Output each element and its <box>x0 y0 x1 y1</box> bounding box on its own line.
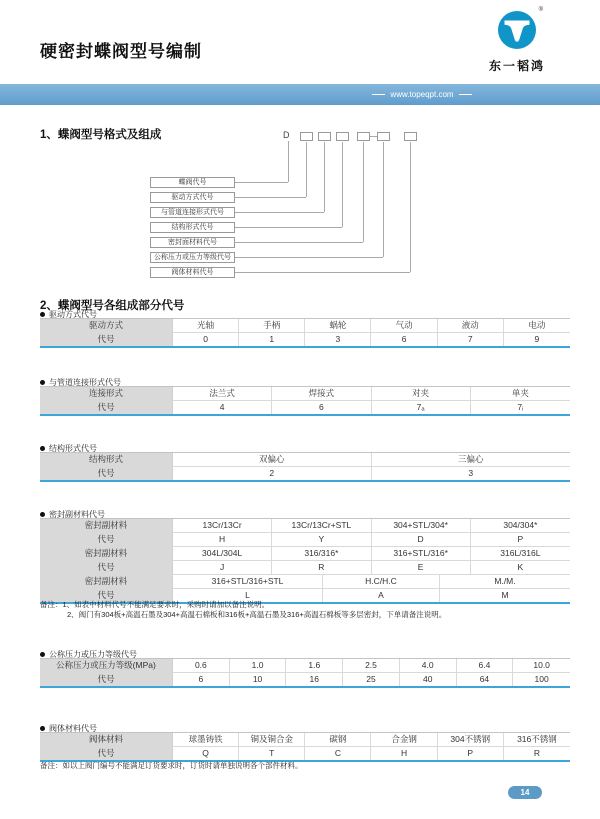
seal-code-table <box>40 518 570 604</box>
value-cell: L <box>173 589 323 602</box>
value-cell: P <box>471 533 570 546</box>
value-cell: 304不锈钢 <box>438 733 504 746</box>
connector-line <box>235 272 410 273</box>
bullet-icon <box>40 512 45 517</box>
bullet-icon <box>40 446 45 451</box>
diagram-label: 结构形式代号 <box>150 222 235 233</box>
value-cell: 液动 <box>438 319 504 332</box>
value-cell: 气动 <box>371 319 437 332</box>
table-label-text: 公称压力或压力等级代号 <box>49 650 137 659</box>
row-header-cell: 驱动方式 <box>40 319 173 332</box>
website-group <box>372 84 472 105</box>
value-cell: 64 <box>457 673 514 686</box>
row-header-cell: 密封副材料 <box>40 575 173 588</box>
table-row <box>40 547 570 561</box>
value-cell: 球墨铸铁 <box>173 733 239 746</box>
note-line: 2、阀门有304板+高温石墨及304+高温石棉板和316板+高温石墨及316+高温石棉板等多层密封，下单请备注说明。 <box>67 610 447 619</box>
row-header-cell: 连接形式 <box>40 387 173 400</box>
value-cell: 13Cr/13Cr <box>173 519 272 532</box>
structure-code-table <box>40 452 570 482</box>
value-cell: H <box>173 533 272 546</box>
value-cell: 316+STL/316+STL <box>173 575 323 588</box>
table-row <box>40 401 570 414</box>
row-header-cell: 代号 <box>40 673 173 686</box>
value-cell: 7ₐ <box>372 401 471 414</box>
diagram-label: 公称压力或压力等级代号 <box>150 252 235 263</box>
table-row <box>40 467 570 480</box>
value-cell: 0 <box>173 333 239 346</box>
connector-line <box>306 142 307 197</box>
table-row <box>40 453 570 467</box>
value-cell: 0.6 <box>173 659 230 672</box>
table-label-text: 阀体材料代号 <box>49 724 97 733</box>
value-cell: 2.5 <box>343 659 400 672</box>
value-cell: C <box>305 747 371 760</box>
value-cell: P <box>438 747 504 760</box>
value-cell: 双偏心 <box>173 453 372 466</box>
value-cell: 304L/304L <box>173 547 272 560</box>
value-cell: 1.0 <box>230 659 287 672</box>
value-cell: H.C/H.C <box>323 575 440 588</box>
field-join-line <box>370 136 377 137</box>
value-cell: 9 <box>504 333 570 346</box>
bullet-icon <box>40 652 45 657</box>
diagram-label: 驱动方式代号 <box>150 192 235 203</box>
value-cell: Q <box>173 747 239 760</box>
connector-line <box>410 142 411 272</box>
value-cell: 6 <box>371 333 437 346</box>
connection-code-table <box>40 386 570 416</box>
model-prefix: D <box>283 130 290 140</box>
diagram-label: 蝶阀代号 <box>150 177 235 188</box>
value-cell: 3 <box>372 467 571 480</box>
table-row <box>40 519 570 533</box>
table-row <box>40 659 570 673</box>
value-cell: 光轴 <box>173 319 239 332</box>
model-field-box <box>357 132 370 141</box>
value-cell: 单夹 <box>471 387 570 400</box>
value-cell: 2 <box>173 467 372 480</box>
value-cell: Y <box>272 533 371 546</box>
section2-heading: 2、蝶阀型号各组成部分代号 <box>40 300 185 312</box>
table-row <box>40 673 570 686</box>
value-cell: 法兰式 <box>173 387 272 400</box>
value-cell: M./M. <box>440 575 570 588</box>
body-table-note <box>40 761 303 771</box>
value-cell: 316+STL/316* <box>372 547 471 560</box>
table-row <box>40 533 570 547</box>
registered-mark: ® <box>538 7 543 13</box>
note-line: 备注：如以上阀门编号不能满足订货要求时，订货时请单独说明各个部件材料。 <box>40 761 303 770</box>
value-cell: 304+STL/304* <box>372 519 471 532</box>
value-cell: 1.6 <box>286 659 343 672</box>
row-header-cell: 代号 <box>40 589 173 602</box>
row-header-cell: 代号 <box>40 467 173 480</box>
value-cell: R <box>504 747 570 760</box>
connector-line <box>383 142 384 257</box>
brand-logo <box>487 7 547 74</box>
model-field-box <box>404 132 417 141</box>
connector-line <box>324 142 325 212</box>
connector-line <box>235 182 288 183</box>
connector-line <box>235 212 324 213</box>
value-cell: E <box>372 561 471 574</box>
value-cell: 10 <box>230 673 287 686</box>
table-row <box>40 561 570 574</box>
value-cell: 3 <box>305 333 371 346</box>
drive-code-table <box>40 318 570 348</box>
table-label-text: 结构形式代号 <box>49 444 97 453</box>
value-cell: 316L/316L <box>471 547 570 560</box>
row-header-cell: 密封副材料 <box>40 547 173 560</box>
value-cell: 6 <box>272 401 371 414</box>
model-field-box <box>336 132 349 141</box>
value-cell: 碳钢 <box>305 733 371 746</box>
row-header-cell: 代号 <box>40 561 173 574</box>
row-header-cell: 代号 <box>40 333 173 346</box>
value-cell: 蜗轮 <box>305 319 371 332</box>
value-cell: 焊接式 <box>272 387 371 400</box>
page-title: 硬密封蝶阀型号编制 <box>40 42 202 61</box>
value-cell: J <box>173 561 272 574</box>
value-cell: A <box>323 589 440 602</box>
section1-heading: 1、蝶阀型号格式及组成 <box>40 129 162 141</box>
diagram-label: 密封面材料代号 <box>150 237 235 248</box>
value-cell: 25 <box>343 673 400 686</box>
note-line: 备注：1、如表中材料代号不能满足要求时，采购时请加以备注说明。 <box>40 600 270 609</box>
body-code-table <box>40 732 570 762</box>
value-cell: 316/316* <box>272 547 371 560</box>
value-cell: R <box>272 561 371 574</box>
table-label-text: 密封副材料代号 <box>49 510 105 519</box>
value-cell: 1 <box>239 333 305 346</box>
table-row <box>40 747 570 760</box>
connector-line <box>235 242 363 243</box>
diagram-label: 阀体材料代号 <box>150 267 235 278</box>
seal-table-notes <box>40 600 446 620</box>
value-cell: D <box>372 533 471 546</box>
brand-name: 东一韬鸿 <box>488 59 545 73</box>
value-cell: 6.4 <box>457 659 514 672</box>
row-header-cell: 结构形式 <box>40 453 173 466</box>
connector-line <box>288 141 289 182</box>
value-cell: 10.0 <box>513 659 570 672</box>
value-cell: 13Cr/13Cr+STL <box>272 519 371 532</box>
value-cell: 对夹 <box>372 387 471 400</box>
row-header-cell: 代号 <box>40 747 173 760</box>
row-header-cell: 阀体材料 <box>40 733 173 746</box>
connector-line <box>342 142 343 227</box>
value-cell: 7ᵢ <box>471 401 570 414</box>
diagram-label: 与管道连接形式代号 <box>150 207 235 218</box>
banner-dash-right <box>459 94 472 95</box>
value-cell: 7 <box>438 333 504 346</box>
value-cell: H <box>371 747 437 760</box>
value-cell: K <box>471 561 570 574</box>
value-cell: 304/304* <box>471 519 570 532</box>
page-number-badge: 14 <box>508 786 542 799</box>
row-header-cell: 代号 <box>40 533 173 546</box>
bullet-icon <box>40 726 45 731</box>
connector-line <box>235 197 306 198</box>
website-banner <box>0 84 600 105</box>
value-cell: 手柄 <box>239 319 305 332</box>
logo-mark-icon <box>497 7 543 50</box>
value-cell: 40 <box>400 673 457 686</box>
table-row <box>40 733 570 747</box>
value-cell: M <box>440 589 570 602</box>
row-header-cell: 密封副材料 <box>40 519 173 532</box>
model-field-box <box>318 132 331 141</box>
row-header-cell: 公称压力或压力等级(MPa) <box>40 659 173 672</box>
value-cell: 合金钢 <box>371 733 437 746</box>
connector-line <box>363 142 364 242</box>
value-cell: 铜及铜合金 <box>239 733 305 746</box>
connector-line <box>235 227 342 228</box>
table-row <box>40 333 570 346</box>
value-cell: 100 <box>513 673 570 686</box>
value-cell: T <box>239 747 305 760</box>
table-row <box>40 387 570 401</box>
connector-line <box>235 257 383 258</box>
value-cell: 三偏心 <box>372 453 571 466</box>
table-label-text: 与管道连接形式代号 <box>49 378 121 387</box>
value-cell: 4 <box>173 401 272 414</box>
value-cell: 6 <box>173 673 230 686</box>
model-field-box <box>300 132 313 141</box>
row-header-cell: 代号 <box>40 401 173 414</box>
model-field-box <box>377 132 390 141</box>
bullet-icon <box>40 312 45 317</box>
table-row <box>40 319 570 333</box>
banner-dash-left <box>372 94 385 95</box>
website-url: www.topeqpt.com <box>390 90 454 99</box>
bullet-icon <box>40 380 45 385</box>
value-cell: 16 <box>286 673 343 686</box>
value-cell: 电动 <box>504 319 570 332</box>
table-row <box>40 575 570 589</box>
table-label-text: 驱动方式代号 <box>49 310 97 319</box>
value-cell: 316不锈钢 <box>504 733 570 746</box>
value-cell: 4.0 <box>400 659 457 672</box>
pressure-code-table <box>40 658 570 688</box>
